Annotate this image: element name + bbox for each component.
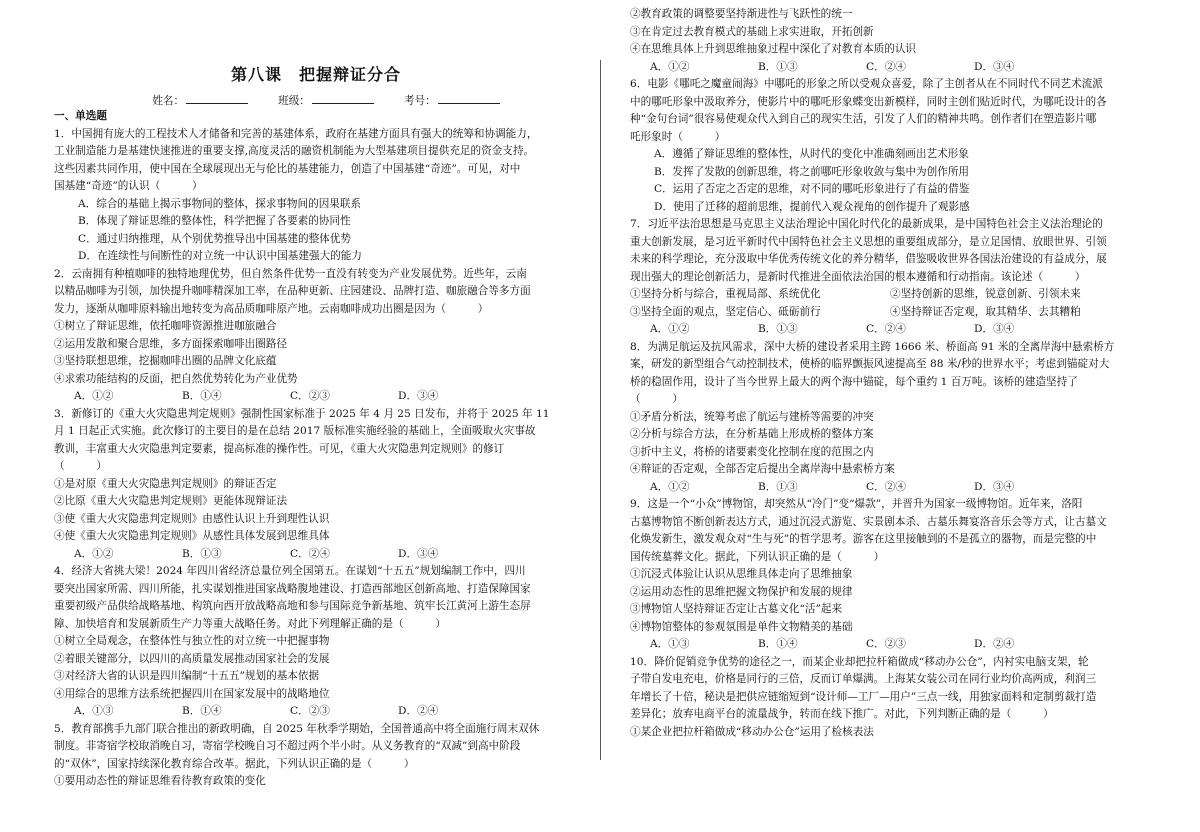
exam-no-field[interactable] [404,92,500,108]
answer-option[interactable]: B．①③ [758,480,798,493]
question-line: 发力，逐渐从咖啡原料输出地转变为高品质咖啡原产地。云南咖啡成功出圈是因为（ ） [54,302,489,315]
question-line: 教训，丰富重大火灾隐患判定要素，提高标准的操作性。可见，《重大火灾隐患判定规则》的修订 [54,442,505,455]
question-line: ①沉浸式体验让认识从思维具体走向了思维抽象 [630,568,853,580]
question-line: 案，研发的新型组合气动控制技术，使桥的临界颤振风速提高至 88 米/秒的世界水平；考虑到锚碇对大 [630,358,1110,370]
question-line: 中的哪吒形象中汲取养分，使影片中的哪吒形象蝶变出新模样，同时主创们贴近时代，为哪吒设计的各 [630,95,1107,108]
question-line: ④博物馆整体的参观氛围是单件文物精美的基础 [630,620,853,633]
question-line: （ ） [630,393,683,405]
statement-item: ③坚持全面的观点，坚定信心、砥砺前行 [630,305,821,318]
question-line: 重要初级产品供给战略基地、构筑向西开放战略高地和参与国际竞争新基地、筑牢长江黄河上游生态屏 [54,600,531,612]
question-line: 吒形象时（ ） [630,130,726,143]
student-info [74,92,578,108]
choice-line: C．运用了否定之否定的思维，对不同的哪吒形象进行了有益的借鉴 [654,183,970,195]
question-line: 现出强大的理论创新活力，是新时代推进全面依法治国的根本遵循和行动指南。该论述（ ） [630,270,1086,283]
question-line: ①矛盾分析法，统筹考虑了航运与建桥等需要的冲突 [630,410,874,423]
choice-line: D．使用了迁移的超前思维，提前代入观众视角的创作提升了观影感 [654,200,970,213]
question-line: ④求索功能结构的反面，把自然优势转化为产业优势 [54,372,298,385]
class-field[interactable] [278,92,374,108]
question-line: 8．为满足航运及抗风需求，深中大桥的建设者采用主跨 1666 米、桥面高 91 米的全离岸海中悬索桥方 [630,340,1115,353]
answer-option[interactable]: B．①③ [182,547,222,560]
answer-option[interactable]: A．①② [650,60,690,73]
question-line: ④辩证的否定观，全部否定后提出全离岸海中悬索桥方案 [630,463,895,475]
answer-option[interactable]: D．②④ [974,638,1015,650]
answer-option[interactable]: D．③④ [974,480,1015,493]
question-line: ③折中主义，将桥的诸要素变化控制在度的范围之内 [630,445,874,458]
question-line: 国基建“奇迹”的认识（ ） [54,180,203,192]
answer-option[interactable]: B．①③ [758,60,798,73]
class-label: 班级： [278,95,310,107]
question-line: ③使《重大火灾隐患判定规则》由感性认识上升到理性认识 [54,512,330,525]
question-line: ④使《重大火灾隐患判定规则》从感性具体发展到思维具体 [54,530,330,542]
answer-option[interactable]: C．②④ [866,323,906,335]
question-line: （ ） [54,460,107,472]
question-line: ①树立全局观念，在整体性与独立性的对立统一中把握事物 [54,635,330,647]
question-line: 3．新修订的《重大火灾隐患判定规则》强制性国家标准于 2025 年 4 月 25 日发布，并将于 2025 年 11 [54,407,550,420]
statement-pair [630,304,1150,322]
answer-option[interactable]: A．①② [74,390,114,402]
statement-item: ④坚持辩证否定观，取其精华、去其糟粕 [890,305,1081,318]
question-line: 工业制造能力是基建快速推进的重要支撑,高度灵活的融资机制能为大型基建项目提供充足的资金支持。 [54,145,535,157]
question-line: 4．经济大省挑大梁！2024 年四川省经济总量位列全国第五。在谋划“十五五”规划编制工作中，四川 [54,565,526,577]
choice-line: D．在连续性与间断性的对立统一中认识中国基建强大的能力 [78,250,362,262]
answer-option[interactable]: A．①③ [74,705,114,717]
question-line: 10．降价促销竞争优势的途径之一，而某企业却把拉杆箱做成“移动办公仓”，内衬实电脑支架，轮 [630,655,1089,668]
answer-options [54,388,578,406]
question-line: ①要用动态性的辩证思维看待教育政策的变化 [54,775,266,787]
answer-options [630,59,1150,77]
choice-line: C．通过归纳推理，从个别优势推导出中国基建的整体优势 [78,232,351,245]
answer-option[interactable]: B．①④ [758,638,798,650]
choice-line: B．发挥了发散的创新思维，将之前哪吒形象收敛与集中为创作所用 [654,165,970,178]
answer-option[interactable]: B．①④ [182,705,222,717]
name-field[interactable] [152,92,248,108]
answer-option[interactable]: C．②③ [866,638,906,650]
answer-option[interactable]: A．①② [74,547,114,560]
question-line: 月 1 日起正式实施。此次修订的主要目的是在总结 2017 版标准实施经验的基础上，全面吸取火灾事故 [54,425,536,437]
answer-option[interactable]: C．②④ [866,60,906,73]
answer-options [630,636,1150,654]
left-questions [54,126,578,791]
question-line: 9．这是一个“小众”博物馆，却突然从“冷门”变“爆款”，并晋升为国家一级博物馆。近年来，洛阳 [630,498,1083,510]
question-line: ④在思维具体上升到思维抽象过程中深化了对教育本质的认识 [630,43,917,55]
choice-line: A．综合的基础上揭示事物间的整体，探求事物间的因果联系 [78,197,362,210]
question-line: ①某企业把拉杆箱做成“移动办公仓”运用了检核表法 [630,725,874,738]
question-line: 障、加快培育和发展新质生产力等重大战略任务。对此下列理解正确的是（ ） [54,617,446,630]
answer-options [54,703,578,721]
answer-option[interactable]: C．②③ [290,390,330,402]
answer-option[interactable]: D．③④ [398,547,439,560]
question-line: ④用综合的思维方法系统把握四川在国家发展中的战略地位 [54,687,330,700]
question-line: 1．中国拥有庞大的工程技术人才储备和完善的基建体系，政府在基建方面具有强大的统筹和协调能力， [54,127,538,140]
answer-option[interactable]: D．③④ [974,323,1015,335]
answer-option[interactable]: C．②④ [866,480,906,493]
answer-option[interactable]: B．①④ [182,390,222,402]
question-line: 未来的科学理论，充分汲取中华优秀传统文化的养分精华，借鉴吸收世界各国法治建设的有益成分，展 [630,253,1107,265]
question-line: ②教育政策的调整要坚持渐进性与飞跃性的统一 [630,8,853,20]
answer-option[interactable]: D．③④ [398,390,439,402]
choice-line: A．遵循了辩证思维的整体性，从时代的变化中准确刻画出艺术形象 [654,148,969,160]
statement-item: ①坚持分析与综合，重视局部、系统优化 [630,288,821,300]
question-line: 以精品咖啡为引领，加快提升咖啡精深加工率，在品种更新、庄园建设、品牌打造、咖旅融合等多方面 [54,285,531,297]
question-line: 7．习近平法治思想是马克思主义法治理论中国化时代化的最新成果，是中国特色社会主义法治理论的 [630,218,1103,230]
question-line: 国传统墓葬文化。据此，下列认识正确的是（ ） [630,550,885,563]
question-line: 差异化；放弃电商平台的流量战争，转而在线下推广。对此，下列判断正确的是（ ） [630,708,1054,720]
question-line: 桥的稳固作用，设计了当今世界上最大的两个海中锚碇，每个重约 1 百万吨。该桥的建造坚持了 [630,375,1078,388]
answer-option[interactable]: A．①② [650,480,690,493]
question-line: ②比原《重大火灾隐患判定规则》更能体现辩证法 [54,495,288,507]
question-line: 5．教育部携手九部门联合推出的新政明确，自 2025 年秋季学期始，全国普通高中将全面施行周末双休 [54,722,540,735]
question-line: 种“金句台词”很容易使观众代入到自己的现实生活，引发了人们的精神共鸣。创作者们在塑造影片哪 [630,113,1097,125]
question-line: 6．电影《哪吒之魔童闹海》中哪吒的形象之所以受观众喜爱，除了主创者从在不同时代不同艺术流派 [630,78,1103,90]
question-line: ③坚持联想思维，挖掘咖啡出圈的品牌文化底蕴 [54,355,277,367]
question-line: ②运用动态性的思维把握文物保护和发展的规律 [630,585,853,598]
page-title: 第八课 把握辩证分合 [230,65,401,84]
answer-option[interactable]: D．③④ [974,60,1015,73]
answer-option[interactable]: A．①② [650,323,690,335]
answer-options [630,321,1150,339]
question-line: 古墓博物馆不断创新表达方式，通过沉浸式游览、实景剧本杀、古墓乐舞宴洛音乐会等方式，让古墓文 [630,515,1107,528]
question-line: 重大创新发展，是习近平新时代中国特色社会主义思想的重要组成部分，是立足国情、放眼世界、引领 [630,235,1107,248]
answer-option[interactable]: A．①③ [650,638,690,650]
answer-option[interactable]: D．②④ [398,705,439,717]
question-line: ①树立了辩证思维，依托咖啡资源推进咖旅融合 [54,320,277,332]
answer-option[interactable]: C．②③ [290,705,330,717]
question-line: 年增长了十倍，秘诀是把供应链缩短到“设计师—工厂—用户”三点一线，用独家面料和定制剪裁打造 [630,690,1097,703]
question-line: ③对经济大省的认识是四川编制“十五五”规划的基本依据 [54,670,320,682]
statement-item: ②坚持创新的思维，锐意创新、引领未来 [890,288,1081,300]
answer-options [54,546,578,564]
section-heading: 一、单选题 [54,110,107,122]
exam-no-label: 考号： [403,95,436,107]
question-line: ②着眼关键部分，以四川的高质量发展推动国家社会的发展 [54,652,330,665]
answer-option[interactable]: B．①③ [758,323,798,335]
statement-pair [630,286,1150,304]
question-line: ③博物馆人坚持辩证否定让古墓文化“活”起来 [630,603,843,615]
name-label: 姓名： [152,95,185,107]
answer-options [630,479,1150,497]
right-questions [630,6,1150,741]
left-column [54,0,578,791]
question-line: 2．云南拥有种植咖啡的独特地理优势，但自然条件优势一直没有转变为产业发展优势。近些年，云南 [54,267,527,280]
answer-option[interactable]: C．②④ [290,547,330,560]
question-line: ②运用发散和聚合思维，多方面探索咖啡出圈路径 [54,337,288,350]
column-divider [600,60,601,760]
choice-line: B．体现了辩证思维的整体性，科学把握了各要素的协同性 [78,215,351,227]
question-line: ①是对原《重大火灾隐患判定规则》的辩证否定 [54,477,277,490]
question-line: ③在肯定过去教育模式的基础上求实进取，开拓创新 [630,25,874,38]
question-line: 这些因素共同作用，使中国在全球展现出无与伦比的基建能力，创造了中国基建“奇迹”。可见，对中 [54,162,521,175]
question-line: 化焕发新生，激发观众对“生与死”的哲学思考。游客在这里接触到的不是孤立的器物，而是完整的中 [630,533,1097,545]
question-line: 的“双休”，国家持续深化教育综合改革。据此，下列认识正确的是（ ） [54,757,415,770]
question-line: 制度。非寄宿学校取消晚自习，寄宿学校晚自习不超过两个半小时。从义务教育的“双减”到高中阶段 [54,740,521,752]
question-line: 子带自发电充电，价格是同行的三倍，反而订单爆满。上海某女装公司在同行业均价高两成，利润三 [630,673,1097,685]
right-column [630,0,1150,741]
question-line: 要突出国家所需、四川所能，扎实谋划推进国家战略腹地建设、打造西部地区创新高地、打造保障国家 [54,582,531,595]
question-line: ②分析与综合方法，在分析基础上形成桥的整体方案 [630,428,874,440]
